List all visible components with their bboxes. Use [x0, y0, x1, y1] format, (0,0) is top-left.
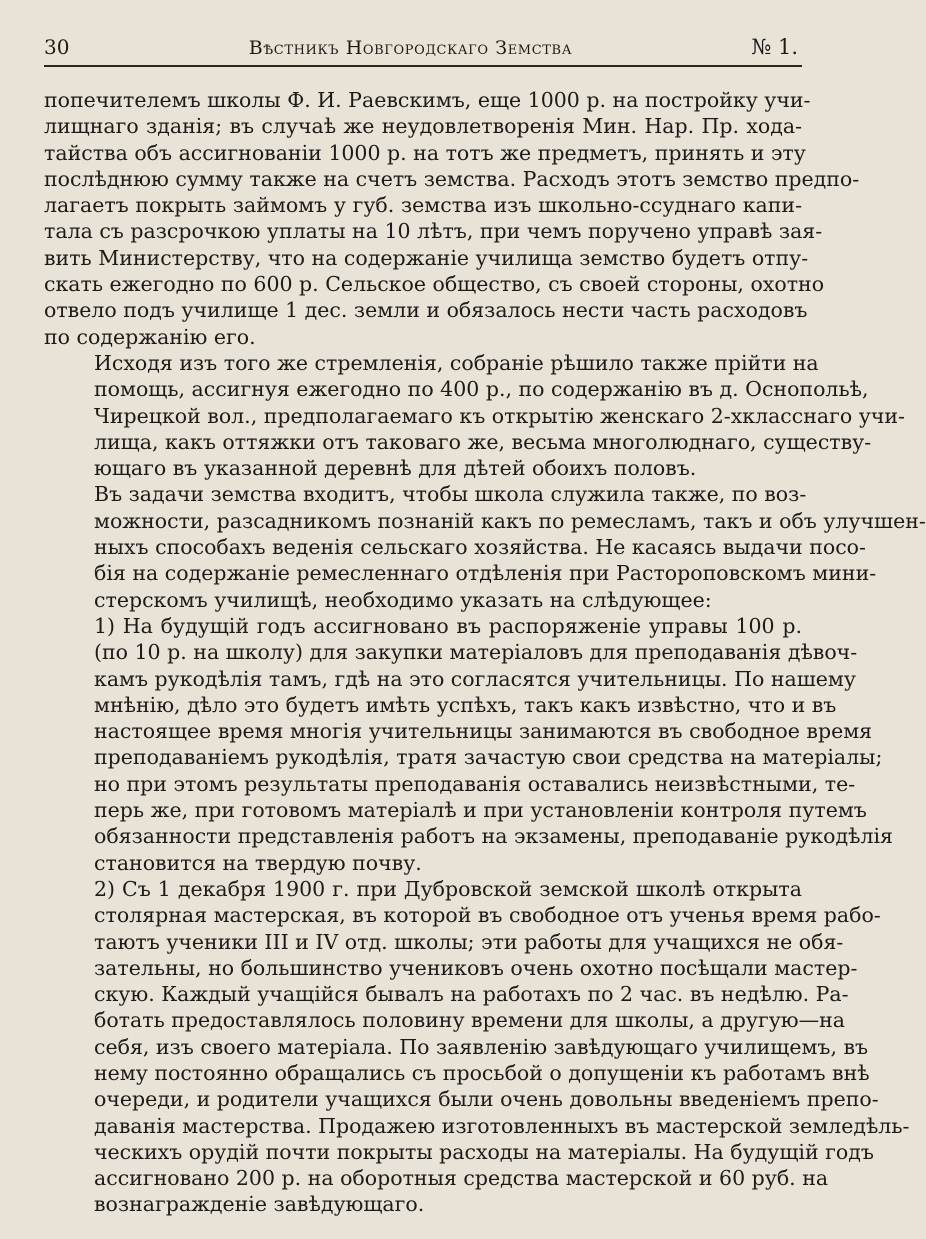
- text-line: отвело подъ училище 1 дес. земли и обязалось нести часть расходовъ: [44, 298, 808, 323]
- paragraph: [44, 613, 893, 876]
- text-line: настоящее время многія учительницы занимаются въ свободное время: [94, 719, 873, 744]
- text-line: лагаетъ покрыть займомъ у губ. земства изъ школьно-ссуднаго капи-: [44, 193, 802, 218]
- text-line: камъ рукодѣлія тамъ, гдѣ на это согласятся учительницы. По нашему: [94, 666, 856, 691]
- paragraph: [44, 350, 905, 481]
- text-line: мнѣнію, дѣло это будетъ имѣть успѣхъ, такъ какъ извѣстно, что и въ: [94, 692, 837, 717]
- text-line: по содержанію его.: [44, 324, 256, 349]
- text-line: очереди, и родители учащихся были очень довольны введеніемъ препо-: [94, 1087, 879, 1112]
- text-line: столярная мастерская, въ которой въ свободное отъ ученья время рабо-: [94, 903, 881, 928]
- text-line: бія на содержаніе ремесленнаго отдѣленія при Растороповскомъ мини-: [94, 561, 877, 586]
- text-line: послѣднюю сумму также на счетъ земства. Расходъ этотъ земство предпо-: [44, 166, 860, 191]
- body-text: [44, 87, 926, 1218]
- text-line: 2) Съ 1 декабря 1900 г. при Дубровской земской школѣ открыта: [94, 876, 802, 901]
- text-line: Исходя изъ того же стремленія, собраніе рѣшило также прійти на: [94, 350, 819, 375]
- text-line: вить Министерству, что на содержаніе училища земство будетъ отпу-: [44, 245, 809, 270]
- issue-number: № 1.: [751, 35, 798, 59]
- text-line: становится на твердую почву.: [94, 850, 422, 875]
- text-line: ческихъ орудій почти покрыты расходы на матеріалы. На будущій годъ: [94, 1139, 874, 1164]
- paragraph: [44, 876, 910, 1218]
- text-line: стерскомъ училищѣ, необходимо указать на слѣдующее:: [94, 587, 712, 612]
- text-line: 1) На будущій годъ ассигновано въ распоряженіе управы 100 р.: [94, 613, 802, 638]
- journal-title: Вѣстникъ Новгородскаго Земства: [248, 37, 573, 59]
- text-line: даванія мастерства. Продажею изготовленныхъ въ мастерской земледѣль-: [94, 1113, 910, 1138]
- paragraph: [44, 87, 860, 350]
- text-line: Чирецкой вол., предполагаемаго къ открытію женскаго 2-хкласснаго учи-: [94, 403, 905, 428]
- text-line: лищнаго зданія; въ случаѣ же неудовлетворенія Мин. Нар. Пр. хода-: [44, 114, 802, 139]
- text-line: ющаго въ указанной деревнѣ для дѣтей обоихъ половъ.: [94, 456, 697, 481]
- text-line: тайства объ ассигнованіи 1000 р. на тотъ же предметъ, принять и эту: [44, 140, 806, 165]
- text-line: ныхъ способахъ веденія сельскаго хозяйства. Не касаясь выдачи посо-: [94, 535, 866, 560]
- text-line: попечителемъ школы Ф. И. Раевскимъ, еще 1000 р. на постройку учи-: [44, 88, 811, 112]
- text-line: (по 10 р. на школу) для закупки матеріаловъ для преподаванія дѣвоч-: [94, 640, 858, 665]
- text-line: тала съ разсрочкою уплаты на 10 лѣтъ, при чемъ поручено управѣ зая-: [44, 219, 823, 244]
- text-line: можности, разсадникомъ познаній какъ по ремесламъ, такъ и объ улучшен-: [94, 508, 926, 533]
- text-line: но при этомъ результаты преподаванія оставались неизвѣстными, те-: [94, 771, 856, 796]
- text-line: нему постоянно обращались съ просьбой о допущеніи къ работамъ внѣ: [94, 1060, 870, 1085]
- text-line: ассигновано 200 р. на оборотныя средства мастерской и 60 руб. на: [94, 1166, 829, 1191]
- text-line: скать ежегодно по 600 р. Сельское общество, съ своей стороны, охотно: [44, 272, 825, 297]
- text-line: зательны, но большинство учениковъ очень охотно посѣщали мастер-: [94, 955, 858, 980]
- text-line: ботать предоставлялось половину времени для школы, а другую—на: [94, 1008, 846, 1033]
- text-line: скую. Каждый учащійся бывалъ на работахъ по 2 час. въ недѣлю. Ра-: [94, 982, 849, 1007]
- text-line: преподаваніемъ рукодѣлія, тратя зачастую свои средства на матеріалы;: [94, 745, 883, 770]
- paragraph: [44, 481, 926, 612]
- page-number: 30: [44, 35, 70, 59]
- text-line: перь же, при готовомъ матеріалѣ и при установленіи контроля путемъ: [94, 798, 867, 823]
- text-line: лища, какъ оттяжки отъ таковаго же, весьма многолюднаго, существу-: [94, 429, 872, 454]
- text-line: таютъ ученики III и IV отд. школы; эти работы для учащихся не обя-: [94, 929, 844, 954]
- text-line: Въ задачи земства входитъ, чтобы школа служила также, по воз-: [94, 482, 807, 507]
- text-line: обязанности представленія работъ на экзамены, преподаваніе рукодѣлія: [94, 824, 893, 849]
- text-line: вознагражденіе завѣдующаго.: [94, 1192, 425, 1217]
- text-line: себя, изъ своего матеріала. По заявленію завѣдующаго училищемъ, въ: [94, 1034, 869, 1059]
- text-line: помощь, ассигнуя ежегодно по 400 р., по содержанію въ д. Оснопольѣ,: [94, 377, 869, 402]
- running-header: [44, 34, 802, 67]
